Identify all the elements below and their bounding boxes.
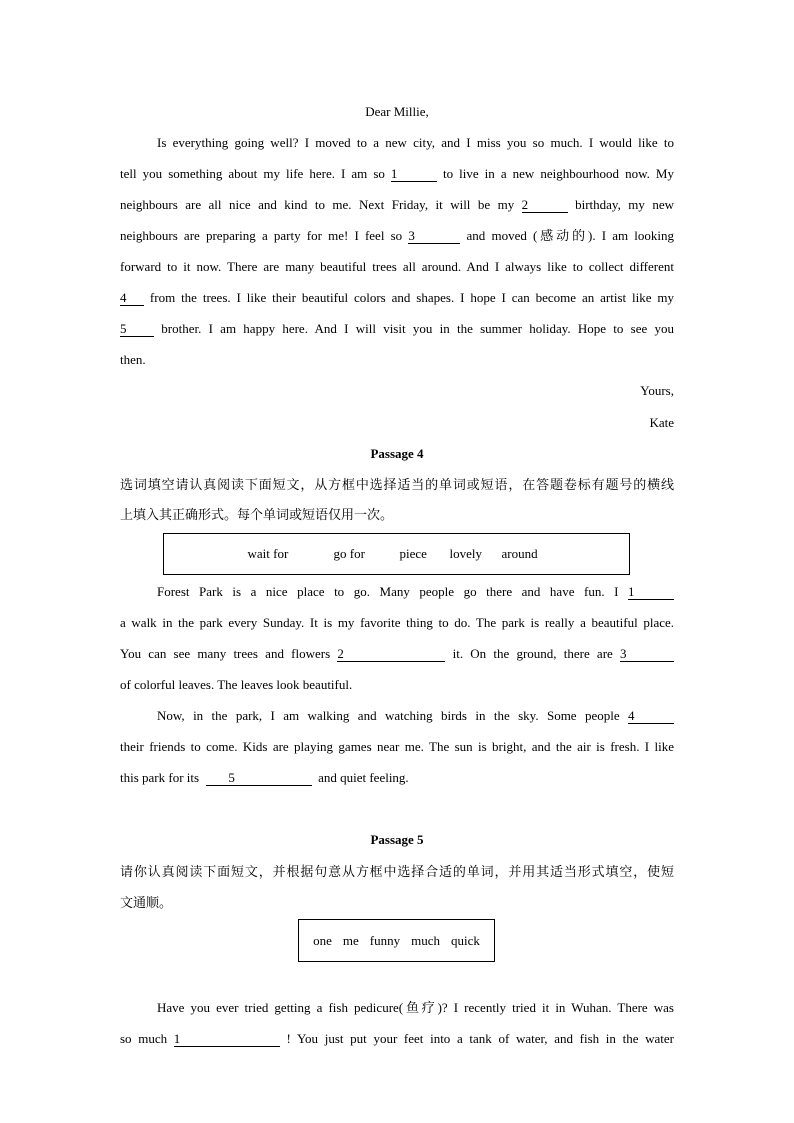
- blank-1[interactable]: 1: [391, 167, 437, 182]
- word-option: lovely: [449, 546, 482, 561]
- word-option: quick: [451, 932, 480, 948]
- passage-line: of colorful leaves. The leaves look beautiful.: [120, 677, 353, 692]
- word-box: [298, 919, 495, 962]
- letter-line: 5 brother. I am happy here. And I will visit you in the summer holiday. Hope to see you: [120, 321, 675, 336]
- word-option: funny: [369, 932, 401, 948]
- blank-4[interactable]: 4: [120, 291, 144, 306]
- letter-line: neighbours are preparing a party for me! I feel so 3 and moved (感动的). I am looking: [120, 228, 675, 243]
- passage-line: Forest Park is a nice place to go. Many people go there and have fun. I 1: [120, 584, 674, 600]
- passage-5-instruction: 请你认真阅读下面短文，并根据句意从方框中选择合适的单词，并用其适当形式填空，使短: [120, 865, 674, 880]
- word-option: wait for: [247, 546, 289, 561]
- word-option: piece: [399, 546, 427, 561]
- passage-4-instruction: 选词填空请认真阅读下面短文，从方框中选择适当的单词或短语，在答题卷标有题号的横线: [120, 478, 674, 493]
- passage-4-title: Passage 4: [370, 446, 424, 461]
- p5-blank-1[interactable]: 1: [174, 1032, 280, 1047]
- letter-line: 4 from the trees. I like their beautiful colors and shapes. I hope I can become an artist like my: [120, 290, 675, 305]
- letter-salutation: Dear Millie,: [365, 104, 429, 119]
- passage-4-instruction: 上填入其正确形式。每个单词或短语仅用一次。: [120, 508, 394, 523]
- passage-line: their friends to come. Kids are playing games near me. The sun is bright, and the air is fresh. I like: [120, 739, 674, 754]
- p4-blank-4[interactable]: 4: [628, 709, 674, 724]
- passage-line: Have you ever tried getting a fish pedicure(鱼疗)? I recently tried it in Wuhan. There was: [157, 1000, 674, 1015]
- blank-2[interactable]: 2: [522, 198, 568, 213]
- word-option: go for: [333, 546, 365, 561]
- passage-line: this park for its 5 and quiet feeling.: [120, 770, 409, 785]
- blank-5[interactable]: 5: [120, 322, 154, 337]
- letter-signature: Kate: [649, 415, 674, 430]
- word-option: one: [313, 932, 332, 948]
- passage-line: so much 1 ! You just put your feet into a tank of water, and fish in the water: [120, 1031, 675, 1046]
- passage-5-title: Passage 5: [370, 832, 424, 847]
- p4-blank-5[interactable]: 5: [206, 771, 312, 786]
- word-option: around: [501, 546, 538, 561]
- letter-line: then.: [120, 352, 146, 367]
- passage-line: a walk in the park every Sunday. It is my favorite thing to do. The park is really a beautiful place.: [120, 615, 674, 630]
- p4-blank-1[interactable]: 1: [628, 585, 674, 600]
- letter-line: forward to it now. There are many beautiful trees all around. And I always like to collect different: [120, 259, 674, 274]
- document-page: [120, 0, 674, 1123]
- letter-line: neighbours are all nice and kind to me. Next Friday, it will be my 2 birthday, my new: [120, 197, 675, 212]
- letter-line: tell you something about my life here. I am so 1 to live in a new neighbourhood now. My: [120, 166, 674, 181]
- letter-closing: Yours,: [640, 383, 674, 398]
- p4-blank-3[interactable]: 3: [620, 647, 674, 662]
- passage-line: Now, in the park, I am walking and watching birds in the sky. Some people 4: [120, 708, 674, 724]
- blank-3[interactable]: 3: [408, 229, 460, 244]
- word-option: me: [342, 932, 359, 948]
- word-box: [163, 533, 630, 575]
- word-option: much: [411, 932, 440, 948]
- p4-blank-2[interactable]: 2: [337, 647, 445, 662]
- letter-line: Is everything going well? I moved to a new city, and I miss you so much. I would like to: [157, 135, 674, 150]
- passage-5-instruction: 文通顺。: [120, 896, 173, 911]
- passage-line: You can see many trees and flowers 2 it. On the ground, there are 3: [120, 646, 674, 662]
